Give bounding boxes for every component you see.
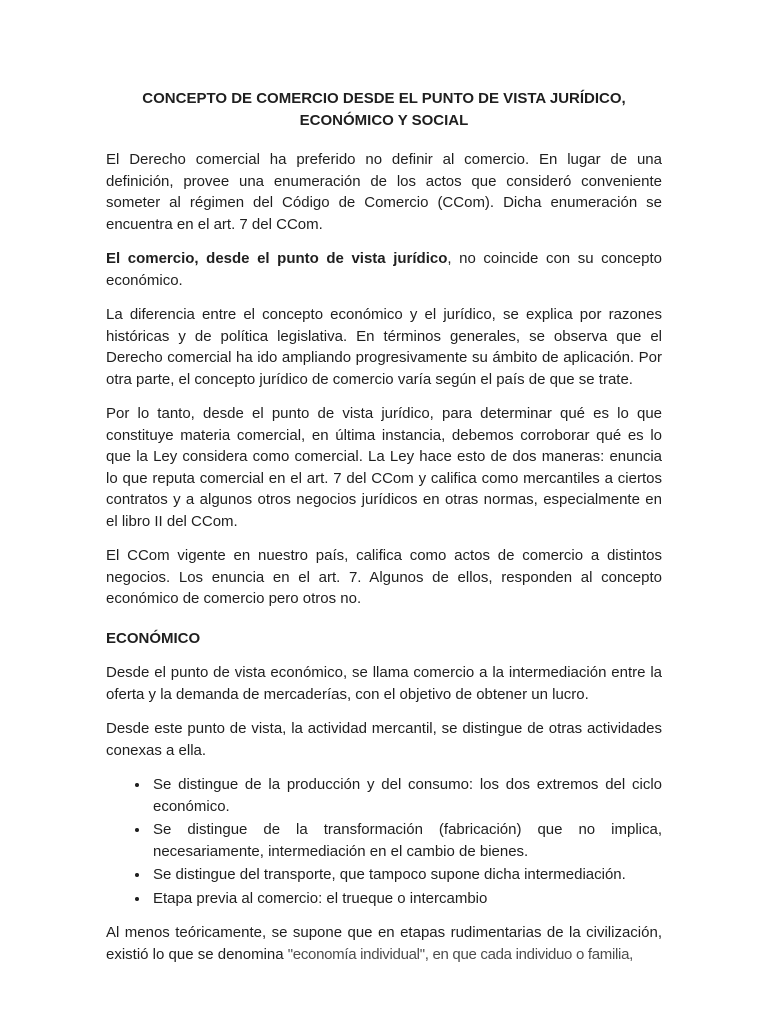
list-item-distincion-transformacion: • Se distingue de la transformación (fabricación) que no implica, necesariamente, intermediación en el cambio de bienes.: [150, 819, 662, 862]
paragraph-intro-5: El CCom vigente en nuestro país, califica como actos de comercio a distintos negocios. Los enuncia en el art. 7. Algunos de ellos, responden al concepto económico de comercio pero otros no.: [106, 547, 662, 607]
paragraph-economico-2: Desde este punto de vista, la actividad mercantil, se distingue de otras actividades conexas a ella.: [106, 720, 662, 759]
list-item-distincion-produccion: • Se distingue de la producción y del consumo: los dos extremos del ciclo económico.: [150, 774, 662, 817]
paragraph-intro-3: La diferencia entre el concepto económico y el jurídico, se explica por razones históricas y de política legislativa. En términos generales, se observa que el Derecho comercial ha ido ampliando progresivamente su ámbito de aplicación. Por otra parte, el concepto jurídico de comercio varía según el país de que se trate.: [106, 306, 662, 388]
paragraph-economico-3-start: Al menos teóricamente, se supone que en etapas rudimentarias de la civilización, existió lo que se denomina: [106, 924, 662, 963]
paragraph-economico-3-quoted: "economía individual", en que cada individuo o familia,: [287, 945, 633, 963]
paragraph-intro-2-rest: , no coincide con su concepto económico.: [106, 250, 662, 289]
paragraph-intro-2: [106, 248, 662, 291]
paragraph-intro-1: El Derecho comercial ha preferido no definir al comercio. En lugar de una definición, provee una enumeración de los actos que consideró conveniente someter al régimen del Código de Comercio (CCom). Dicha enumeración se encuentra en el art. 7 del CCom.: [106, 151, 662, 233]
list-item-etapa-previa: • Etapa previa al comercio: el trueque o intercambio: [150, 888, 662, 910]
bullet-list: [106, 774, 662, 909]
paragraph-intro-2-bold-lead: El comercio, desde el punto de vista jurídico: [106, 250, 448, 267]
list-item-distincion-transporte: • Se distingue del transporte, que tampoco supone dicha intermediación.: [150, 864, 662, 886]
paragraph-economico-3: [106, 922, 662, 965]
section-heading-economico: ECONÓMICO: [106, 629, 201, 647]
document-title: CONCEPTO DE COMERCIO DESDE EL PUNTO DE VISTA JURÍDICO, ECONÓMICO Y SOCIAL: [142, 90, 626, 129]
paragraph-economico-1: Desde el punto de vista económico, se llama comercio a la intermediación entre la oferta y la demanda de mercaderías, con el objetivo de obtener un lucro.: [106, 664, 662, 703]
paragraph-intro-4: Por lo tanto, desde el punto de vista jurídico, para determinar qué es lo que constituye materia comercial, en última instancia, debemos corroborar qué es lo que la Ley considera como comercial. La Ley hace esto de dos maneras: enuncia lo que reputa comercial en el art. 7 del CCom y califica como mercantiles a ciertos contratos y a algunos otros negocios jurídicos en otras normas, especialmente en el libro II del CCom.: [106, 405, 662, 530]
